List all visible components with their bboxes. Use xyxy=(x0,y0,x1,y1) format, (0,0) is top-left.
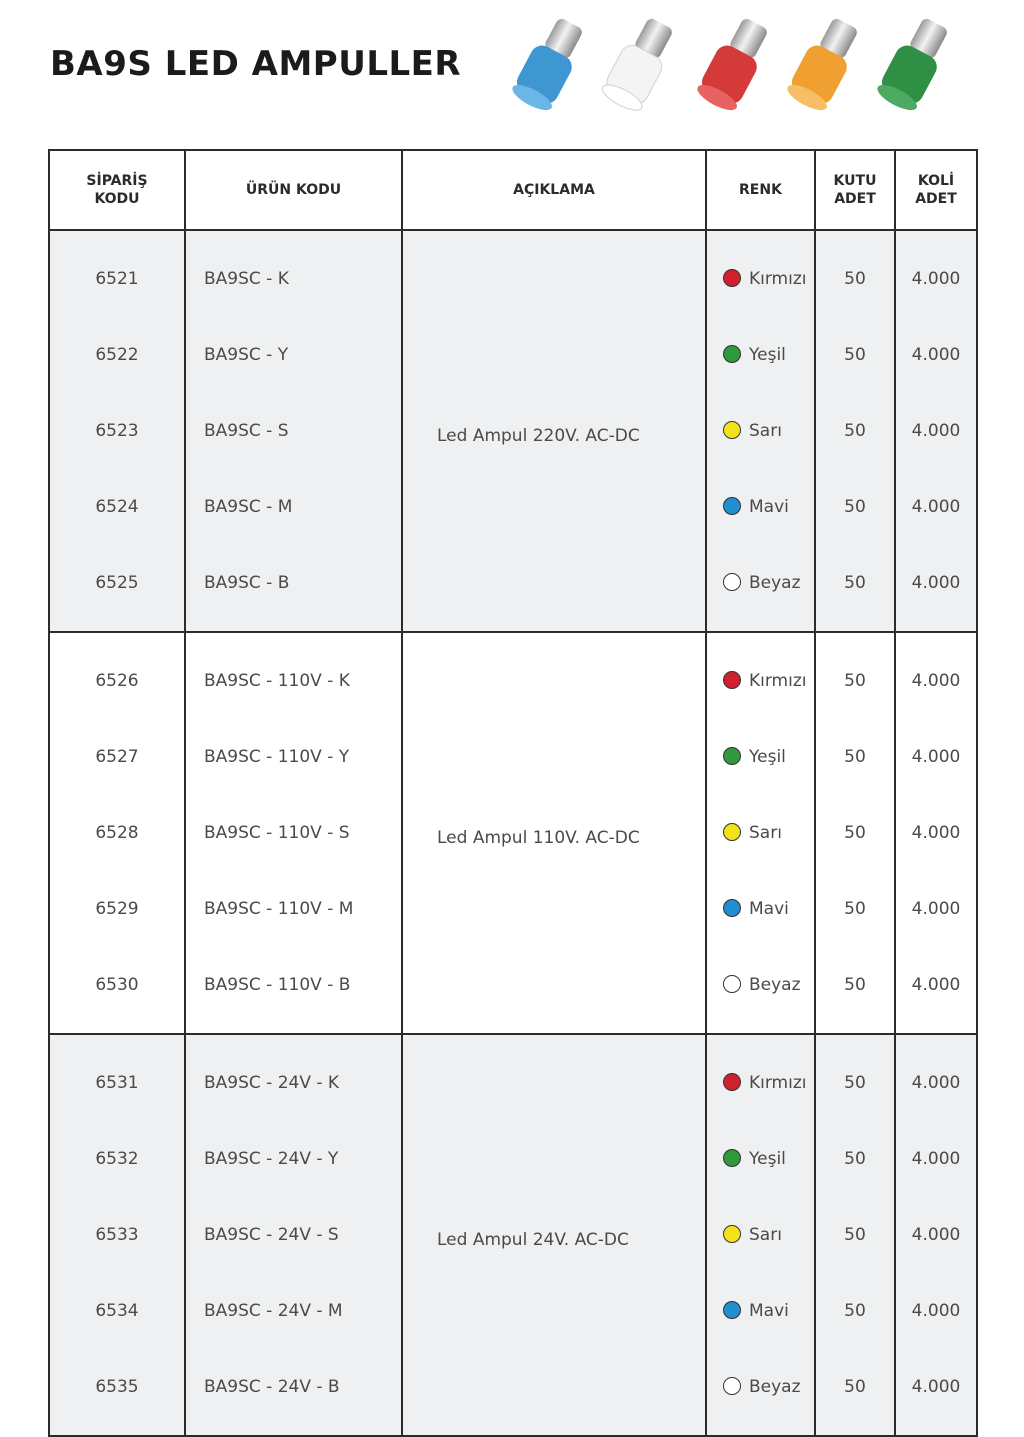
renk-label: Yeşil xyxy=(749,1149,786,1169)
table-row xyxy=(49,632,977,719)
color-dot-icon xyxy=(723,269,741,287)
kutu-adet-cell: 50 xyxy=(815,1197,895,1273)
renk-cell xyxy=(706,393,815,469)
color-dot-icon xyxy=(723,747,741,765)
urun-kodu-cell: BA9SC - 110V - Y xyxy=(185,719,402,795)
koli-adet-cell: 4.000 xyxy=(895,871,977,947)
blue-bulb-icon xyxy=(510,14,591,114)
renk-label: Beyaz xyxy=(749,573,801,593)
white-bulb-icon xyxy=(599,14,681,114)
koli-adet-cell: 4.000 xyxy=(895,1034,977,1121)
koli-adet-cell: 4.000 xyxy=(895,947,977,1034)
renk-cell xyxy=(706,871,815,947)
header-kutu-adet: KUTU ADET xyxy=(815,150,895,230)
header-renk: RENK xyxy=(706,150,815,230)
koli-adet-cell: 4.000 xyxy=(895,1273,977,1349)
urun-kodu-cell: BA9SC - M xyxy=(185,469,402,545)
header-siparis-kodu: SİPARİŞ KODU xyxy=(49,150,185,230)
siparis-kodu-cell: 6521 xyxy=(49,230,185,317)
color-dot-icon xyxy=(723,823,741,841)
siparis-kodu-cell: 6525 xyxy=(49,545,185,632)
urun-kodu-cell: BA9SC - 24V - M xyxy=(185,1273,402,1349)
koli-adet-cell: 4.000 xyxy=(895,545,977,632)
urun-kodu-cell: BA9SC - 110V - M xyxy=(185,871,402,947)
koli-adet-cell: 4.000 xyxy=(895,795,977,871)
color-dot-icon xyxy=(723,421,741,439)
koli-adet-cell: 4.000 xyxy=(895,469,977,545)
aciklama-cell: Led Ampul 220V. AC-DC xyxy=(402,230,706,632)
renk-cell xyxy=(706,545,815,632)
urun-kodu-cell: BA9SC - 24V - S xyxy=(185,1197,402,1273)
siparis-kodu-cell: 6535 xyxy=(49,1349,185,1436)
siparis-kodu-cell: 6524 xyxy=(49,469,185,545)
header-aciklama: AÇIKLAMA xyxy=(402,150,706,230)
color-dot-icon xyxy=(723,1073,741,1091)
led-bulbs-image xyxy=(510,14,950,114)
urun-kodu-cell: BA9SC - S xyxy=(185,393,402,469)
siparis-kodu-cell: 6530 xyxy=(49,947,185,1034)
color-dot-icon xyxy=(723,1149,741,1167)
kutu-adet-cell: 50 xyxy=(815,317,895,393)
urun-kodu-cell: BA9SC - B xyxy=(185,545,402,632)
koli-adet-cell: 4.000 xyxy=(895,317,977,393)
urun-kodu-cell: BA9SC - 110V - K xyxy=(185,632,402,719)
kutu-adet-cell: 50 xyxy=(815,795,895,871)
renk-label: Beyaz xyxy=(749,975,801,995)
renk-label: Kırmızı xyxy=(749,671,807,691)
urun-kodu-cell: BA9SC - Y xyxy=(185,317,402,393)
green-bulb-icon xyxy=(874,14,950,114)
renk-cell xyxy=(706,469,815,545)
urun-kodu-cell: BA9SC - 24V - B xyxy=(185,1349,402,1436)
renk-label: Beyaz xyxy=(749,1377,801,1397)
urun-kodu-cell: BA9SC - K xyxy=(185,230,402,317)
header-koli-adet: KOLİ ADET xyxy=(895,150,977,230)
table-row xyxy=(49,1034,977,1121)
color-dot-icon xyxy=(723,899,741,917)
siparis-kodu-cell: 6529 xyxy=(49,871,185,947)
kutu-adet-cell: 50 xyxy=(815,469,895,545)
koli-adet-cell: 4.000 xyxy=(895,1197,977,1273)
renk-label: Sarı xyxy=(749,421,782,441)
kutu-adet-cell: 50 xyxy=(815,719,895,795)
renk-cell xyxy=(706,317,815,393)
renk-label: Mavi xyxy=(749,899,789,919)
kutu-adet-cell: 50 xyxy=(815,545,895,632)
siparis-kodu-cell: 6533 xyxy=(49,1197,185,1273)
siparis-kodu-cell: 6526 xyxy=(49,632,185,719)
urun-kodu-cell: BA9SC - 24V - K xyxy=(185,1034,402,1121)
color-dot-icon xyxy=(723,671,741,689)
renk-label: Mavi xyxy=(749,497,789,517)
urun-kodu-cell: BA9SC - 110V - B xyxy=(185,947,402,1034)
siparis-kodu-cell: 6534 xyxy=(49,1273,185,1349)
aciklama-cell: Led Ampul 110V. AC-DC xyxy=(402,632,706,1034)
table-group xyxy=(49,230,977,632)
koli-adet-cell: 4.000 xyxy=(895,719,977,795)
header-urun-kodu: ÜRÜN KODU xyxy=(185,150,402,230)
renk-cell xyxy=(706,1349,815,1436)
renk-label: Sarı xyxy=(749,823,782,843)
siparis-kodu-cell: 6532 xyxy=(49,1121,185,1197)
page-title: BA9S LED AMPULLER xyxy=(50,44,462,84)
kutu-adet-cell: 50 xyxy=(815,1349,895,1436)
renk-label: Kırmızı xyxy=(749,269,807,289)
kutu-adet-cell: 50 xyxy=(815,393,895,469)
kutu-adet-cell: 50 xyxy=(815,1121,895,1197)
kutu-adet-cell: 50 xyxy=(815,1034,895,1121)
renk-label: Yeşil xyxy=(749,345,786,365)
color-dot-icon xyxy=(723,1225,741,1243)
color-dot-icon xyxy=(723,1377,741,1395)
siparis-kodu-cell: 6531 xyxy=(49,1034,185,1121)
renk-cell xyxy=(706,632,815,719)
koli-adet-cell: 4.000 xyxy=(895,1349,977,1436)
koli-adet-cell: 4.000 xyxy=(895,230,977,317)
siparis-kodu-cell: 6527 xyxy=(49,719,185,795)
color-dot-icon xyxy=(723,1301,741,1319)
koli-adet-cell: 4.000 xyxy=(895,1121,977,1197)
table-row xyxy=(49,230,977,317)
siparis-kodu-cell: 6528 xyxy=(49,795,185,871)
renk-cell xyxy=(706,795,815,871)
kutu-adet-cell: 50 xyxy=(815,947,895,1034)
siparis-kodu-cell: 6522 xyxy=(49,317,185,393)
aciklama-cell: Led Ampul 24V. AC-DC xyxy=(402,1034,706,1436)
product-table xyxy=(48,149,978,1437)
table-header-row xyxy=(49,150,977,230)
table-group xyxy=(49,632,977,1034)
urun-kodu-cell: BA9SC - 24V - Y xyxy=(185,1121,402,1197)
color-dot-icon xyxy=(723,497,741,515)
renk-label: Yeşil xyxy=(749,747,786,767)
renk-label: Kırmızı xyxy=(749,1073,807,1093)
renk-cell xyxy=(706,719,815,795)
koli-adet-cell: 4.000 xyxy=(895,393,977,469)
renk-cell xyxy=(706,947,815,1034)
renk-cell xyxy=(706,1121,815,1197)
renk-cell xyxy=(706,1273,815,1349)
orange-bulb-icon xyxy=(784,14,866,114)
renk-label: Sarı xyxy=(749,1225,782,1245)
renk-cell xyxy=(706,1197,815,1273)
color-dot-icon xyxy=(723,573,741,591)
color-dot-icon xyxy=(723,345,741,363)
urun-kodu-cell: BA9SC - 110V - S xyxy=(185,795,402,871)
koli-adet-cell: 4.000 xyxy=(895,632,977,719)
kutu-adet-cell: 50 xyxy=(815,871,895,947)
color-dot-icon xyxy=(723,975,741,993)
table-group xyxy=(49,1034,977,1436)
renk-cell xyxy=(706,1034,815,1121)
renk-cell xyxy=(706,230,815,317)
kutu-adet-cell: 50 xyxy=(815,632,895,719)
renk-label: Mavi xyxy=(749,1301,789,1321)
red-bulb-icon xyxy=(694,14,776,114)
kutu-adet-cell: 50 xyxy=(815,1273,895,1349)
siparis-kodu-cell: 6523 xyxy=(49,393,185,469)
kutu-adet-cell: 50 xyxy=(815,230,895,317)
